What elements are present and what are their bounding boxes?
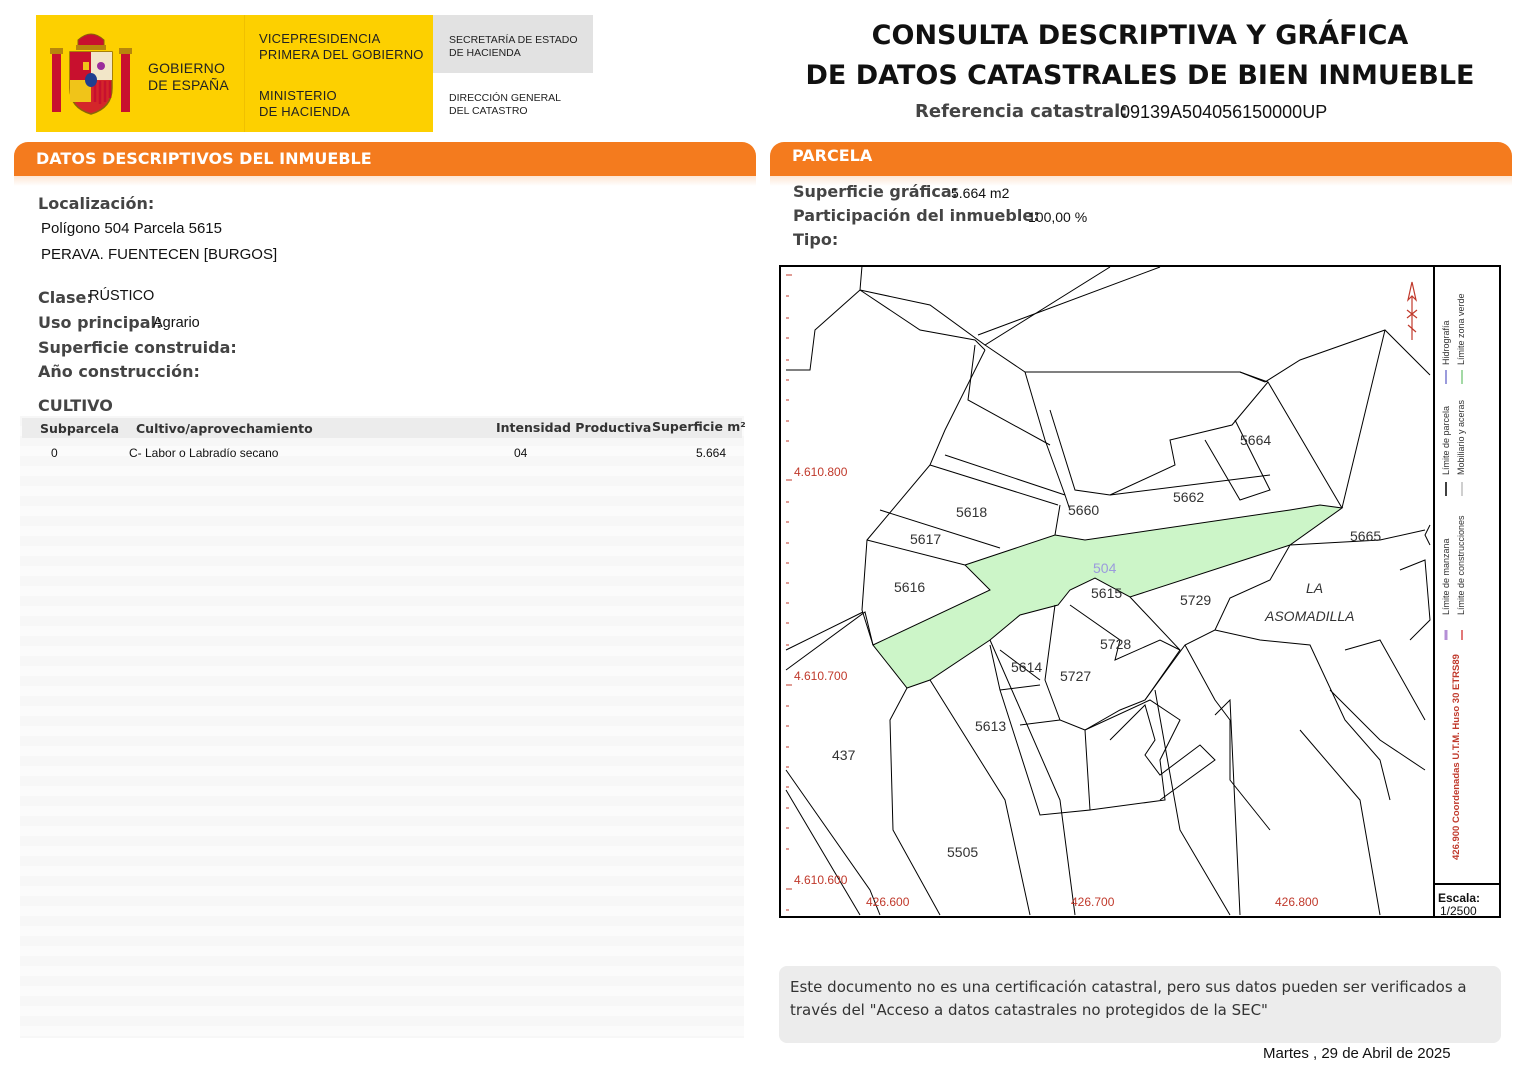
legend-limite-construcciones: Límite de construcciones bbox=[1456, 515, 1466, 615]
cultivo-title: CULTIVO bbox=[38, 396, 113, 415]
parcel-label-5660: 5660 bbox=[1068, 502, 1100, 518]
ref-catastral-label: Referencia catastral: bbox=[915, 101, 1128, 122]
table-row-subparcela: 0 bbox=[51, 446, 58, 460]
parcel-label-5617: 5617 bbox=[910, 531, 942, 547]
x-tick-label: 426.700 bbox=[1071, 895, 1115, 909]
vice-line1: VICEPRESIDENCIA bbox=[259, 31, 381, 46]
document-title bbox=[780, 16, 1500, 96]
legend-divider bbox=[1433, 267, 1435, 916]
coat-of-arms-icon bbox=[48, 28, 134, 118]
legend-limite-parcela: Límite de parcela bbox=[1441, 405, 1451, 475]
parcel-label-5615: 5615 bbox=[1091, 585, 1123, 601]
sup-construida-label: Superficie construida: bbox=[38, 338, 237, 357]
y-tick-label: 4.610.600 bbox=[794, 873, 848, 887]
descriptive-section-header: DATOS DESCRIPTIVOS DEL INMUEBLE bbox=[14, 142, 756, 176]
legend-symbols-1 bbox=[1440, 630, 1470, 640]
legend-zona-verde: Límite zona verde bbox=[1456, 293, 1466, 365]
document-date: Martes , 29 de Abril de 2025 bbox=[1263, 1045, 1451, 1062]
sup-grafica-value: 5.664 m2 bbox=[951, 185, 1010, 201]
legend-mobiliario: Mobiliario y aceras bbox=[1456, 399, 1466, 475]
parcel-label-5614: 5614 bbox=[1011, 659, 1043, 675]
legend-symbols-3 bbox=[1440, 370, 1470, 384]
participacion-value: 100,00 % bbox=[1028, 209, 1088, 225]
legend-limite-manzana: Límite de manzana bbox=[1441, 538, 1451, 615]
th-subparcela: Subparcela bbox=[40, 421, 120, 436]
parcel-label-5505: 5505 bbox=[947, 844, 979, 860]
ref-catastral-value: 09139A504056150000UP bbox=[1120, 102, 1328, 122]
table-row-intensidad: 04 bbox=[514, 446, 528, 460]
parcel-label-5664: 5664 bbox=[1240, 432, 1272, 448]
clase-label: Clase: bbox=[38, 288, 93, 307]
parcel-label-5618: 5618 bbox=[956, 504, 988, 520]
sup-grafica-label: Superficie gráfica: bbox=[793, 182, 959, 201]
participacion-label: Participación del inmueble: bbox=[793, 206, 1040, 225]
min-line1: MINISTERIO bbox=[259, 88, 337, 103]
table-row-cultivo: C- Labor o Labradío secano bbox=[129, 446, 279, 460]
title-line2: DE DATOS CATASTRALES DE BIEN INMUEBLE bbox=[805, 60, 1475, 91]
parcel-label-5616: 5616 bbox=[894, 579, 926, 595]
localizacion-line2: PERAVA. FUENTECEN [BURGOS] bbox=[41, 246, 278, 263]
legend-hidrografia: Hidrografía bbox=[1441, 320, 1451, 365]
parcel-label-5729: 5729 bbox=[1180, 592, 1212, 608]
cultivo-table bbox=[20, 416, 744, 1038]
localizacion-label: Localización: bbox=[38, 194, 155, 213]
uso-value: Agrario bbox=[153, 315, 200, 331]
parcel-label-5665: 5665 bbox=[1350, 528, 1382, 544]
parcel-label-5727: 5727 bbox=[1060, 668, 1092, 684]
th-intensidad: Intensidad Productiva bbox=[496, 420, 652, 435]
sec-line2: DE HACIENDA bbox=[449, 47, 521, 59]
north-arrow-icon bbox=[1407, 282, 1417, 340]
sec-line1: SECRETARÍA DE ESTADO bbox=[449, 34, 578, 46]
scale-value: 1/2500 bbox=[1440, 904, 1477, 918]
coords-note: 426.900 Coordenadas U.T.M. Huso 30 ETRS89 bbox=[1451, 654, 1462, 860]
polygon-label-504: 504 bbox=[1093, 560, 1117, 576]
table-row-superficie: 5.664 bbox=[696, 446, 727, 460]
anio-construccion-label: Año construcción: bbox=[38, 362, 200, 381]
scale-divider bbox=[1435, 883, 1499, 885]
min-line2: DE HACIENDA bbox=[259, 104, 351, 119]
parcel-label-5728: 5728 bbox=[1100, 636, 1132, 652]
x-tick-label: 426.600 bbox=[866, 895, 910, 909]
th-superficie: Superficie m² bbox=[652, 419, 746, 434]
uso-label: Uso principal: bbox=[38, 313, 163, 332]
place-label-la: LA bbox=[1306, 580, 1324, 596]
parcel-label-437: 437 bbox=[832, 747, 856, 763]
place-label-asomadilla: ASOMADILLA bbox=[1265, 608, 1355, 624]
x-tick-label: 426.800 bbox=[1275, 895, 1319, 909]
th-cultivo: Cultivo/aprovechamiento bbox=[136, 421, 313, 436]
parcela-section-header: PARCELA bbox=[770, 142, 1512, 176]
dir-line1: DIRECCIÓN GENERAL bbox=[449, 92, 562, 104]
vice-line2: PRIMERA DEL GOBIERNO bbox=[259, 47, 424, 62]
localizacion-line1: Polígono 504 Parcela 5615 bbox=[41, 220, 222, 237]
dir-line2: DEL CATASTRO bbox=[449, 105, 528, 117]
disclaimer-text: Este documento no es una certificación catastral, pero sus datos pueden ser verificados a través del "Acceso a datos catastrales no protegidos de la SEC" bbox=[790, 978, 1467, 1019]
clase-value: RÚSTICO bbox=[89, 288, 155, 304]
scale-label: Escala: bbox=[1438, 891, 1481, 905]
parcel-label-5662: 5662 bbox=[1173, 489, 1205, 505]
gov-line2: DE ESPAÑA bbox=[148, 77, 229, 93]
gov-line1: GOBIERNO bbox=[148, 60, 226, 76]
parcel-label-5613: 5613 bbox=[975, 718, 1007, 734]
y-tick-label: 4.610.700 bbox=[794, 669, 848, 683]
legend-symbols-2 bbox=[1440, 482, 1470, 496]
title-line1: CONSULTA DESCRIPTIVA Y GRÁFICA bbox=[871, 20, 1409, 51]
logo-divider bbox=[244, 15, 245, 132]
y-tick-label: 4.610.800 bbox=[794, 465, 848, 479]
tipo-label: Tipo: bbox=[793, 230, 839, 249]
descriptive-header-shadow bbox=[14, 176, 756, 186]
